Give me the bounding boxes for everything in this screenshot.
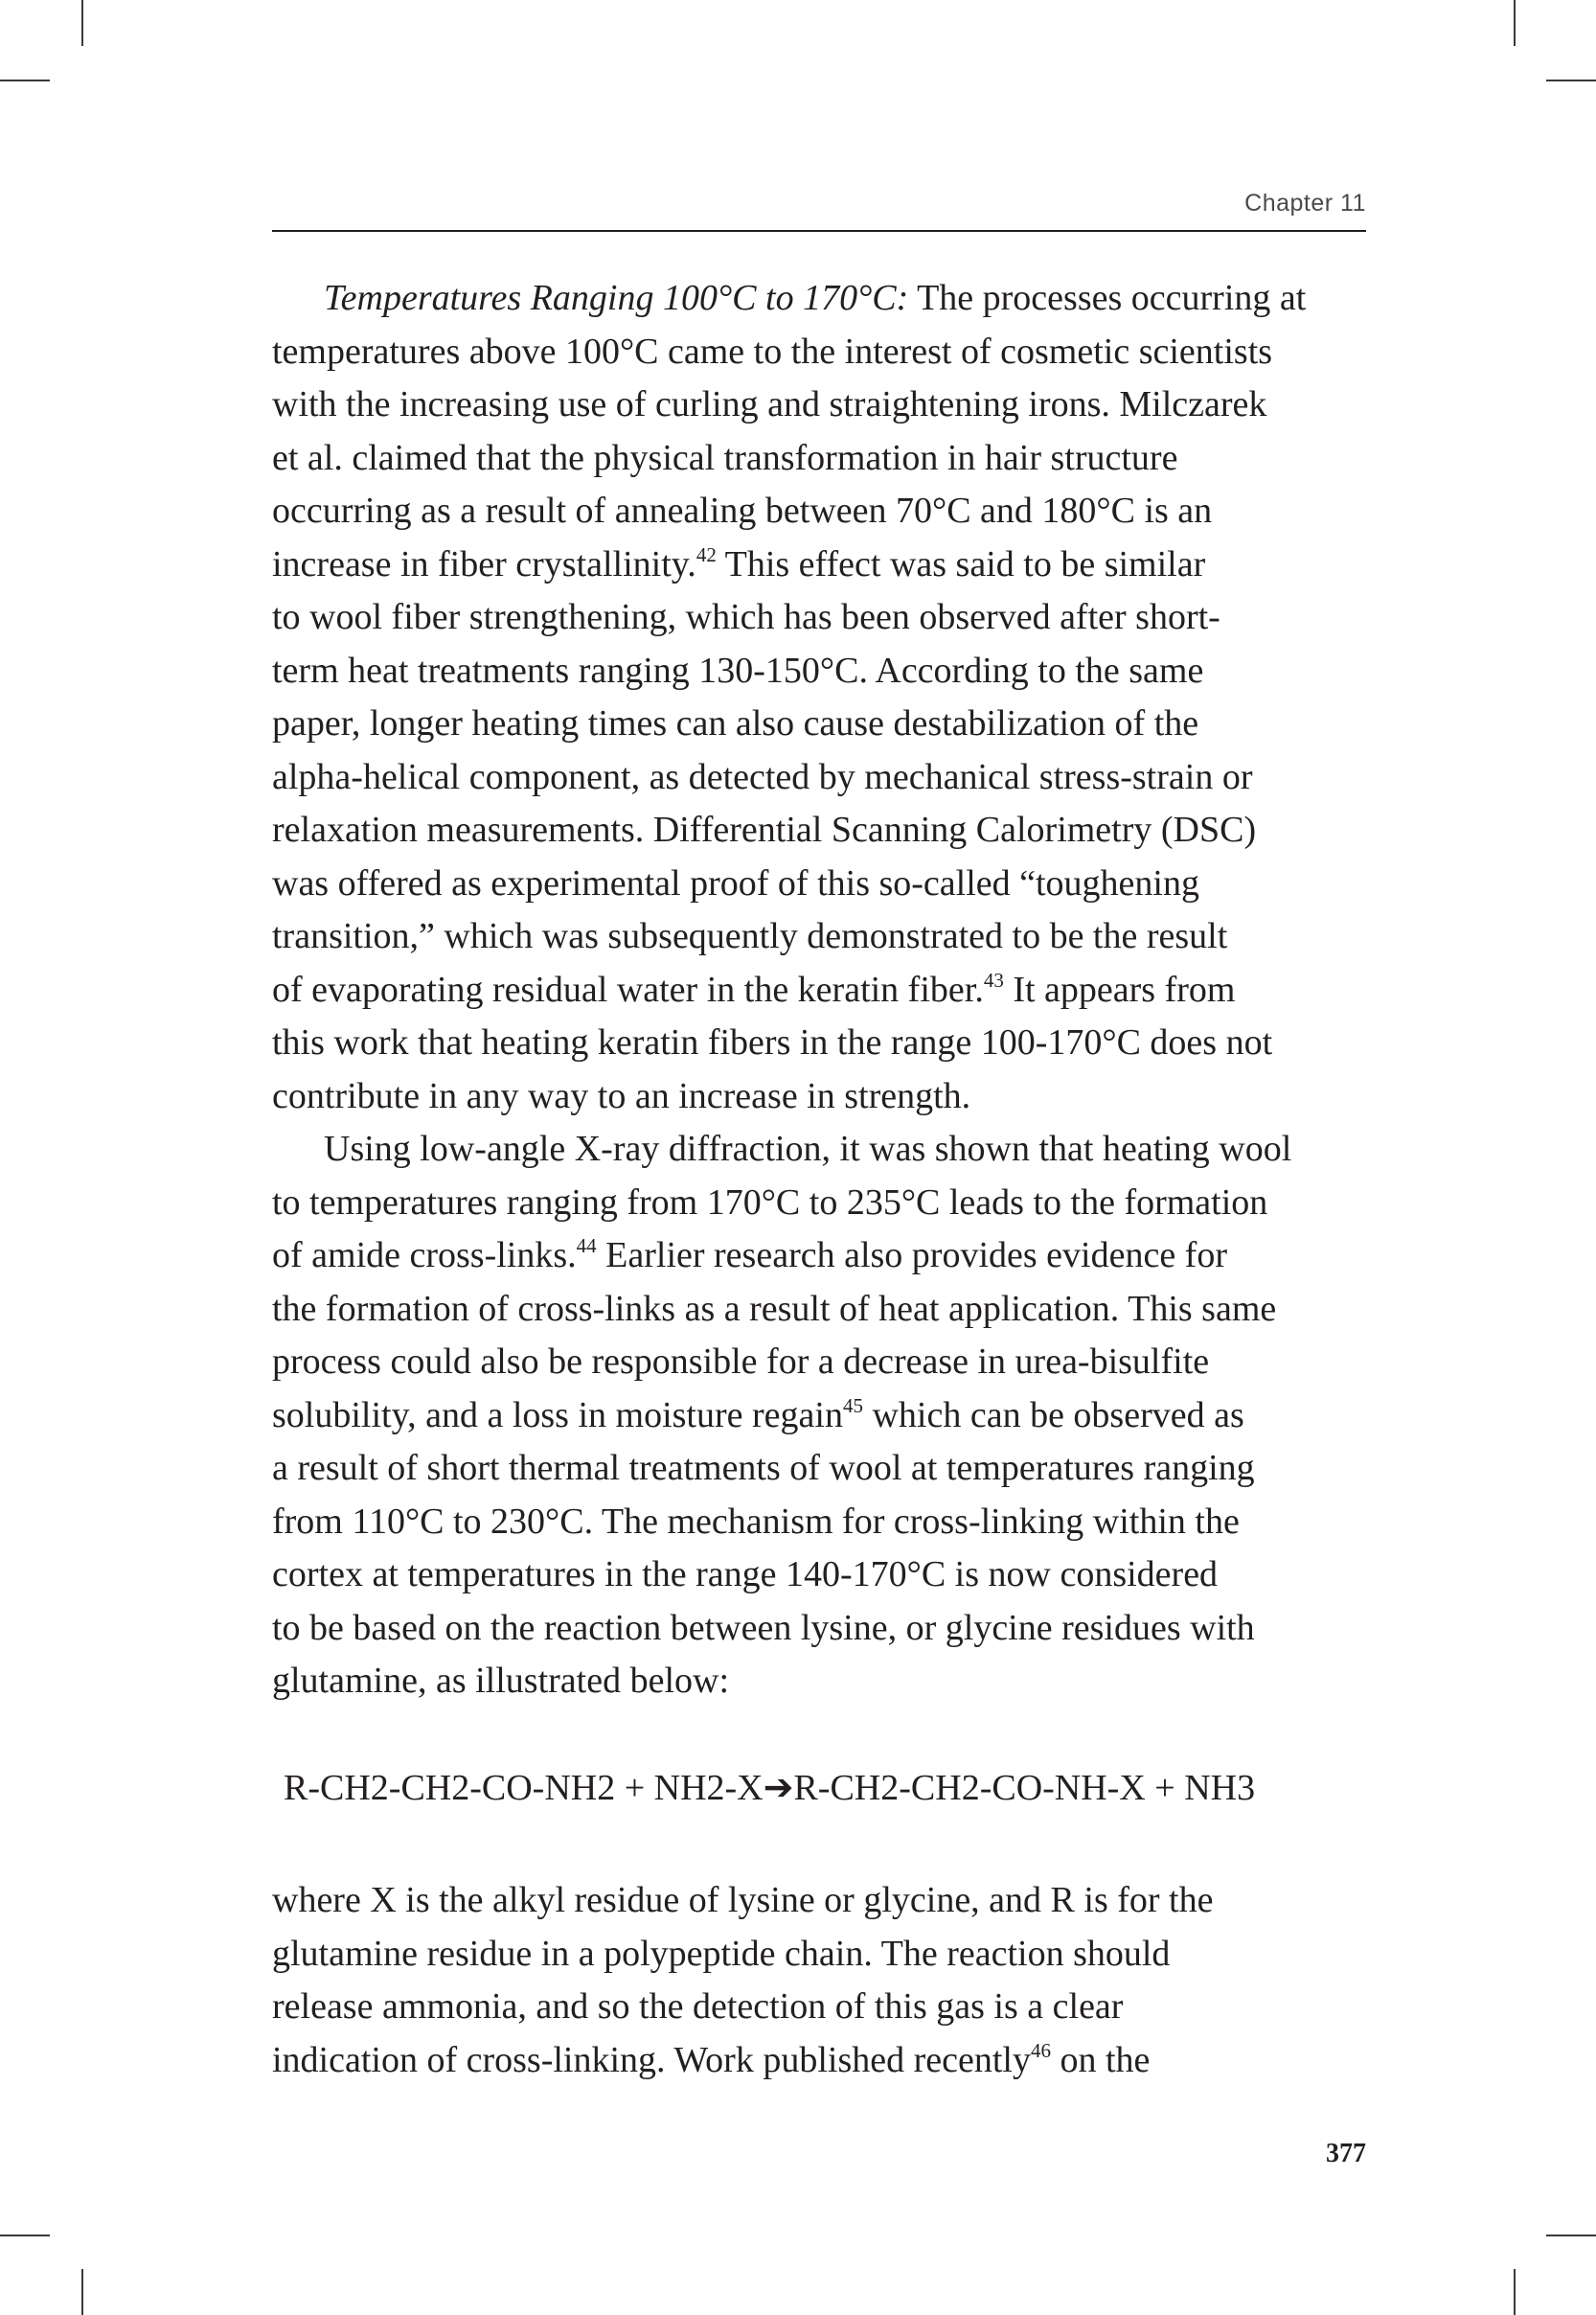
header-rule — [272, 230, 1366, 232]
text-line: contribute in any way to an increase in strength. — [272, 1075, 971, 1116]
text-line: of amide cross-links.$^{44}$ Earlier research also provides evidence for — [272, 1234, 1227, 1275]
crop-mark — [0, 2235, 50, 2236]
crop-mark — [0, 80, 50, 81]
text-line: occurring as a result of annealing between 70°C and 180°C is an — [272, 491, 1213, 531]
text-line: a result of short thermal treatments of wool at temperatures ranging — [272, 1448, 1255, 1488]
text-line: to wool fiber strengthening, which has been observed after short- — [272, 597, 1220, 637]
crop-mark — [1546, 80, 1596, 81]
footnote-ref-42[interactable]: 42 — [695, 542, 717, 566]
text-line: increase in fiber crystallinity.$^{42}$ This effect was said to be similar — [272, 542, 1206, 584]
text-line: indication of cross-linking. Work published recently$^{46}$ on the — [272, 2038, 1151, 2080]
section-lead-italic: Temperatures Ranging 100°C to 170°C: — [324, 278, 909, 318]
footnote-ref-46[interactable]: 46 — [1030, 2038, 1051, 2062]
text-line: glutamine, as illustrated below: — [272, 1661, 730, 1701]
text-line: glutamine residue in a polypeptide chain. The reaction should — [272, 1933, 1171, 1974]
crop-mark — [81, 0, 83, 46]
text-line: et al. claimed that the physical transformation in hair structure — [272, 437, 1178, 478]
crop-mark — [1546, 2235, 1596, 2236]
text-line: to be based on the reaction between lysine, or glycine residues with — [272, 1607, 1255, 1648]
text-line: term heat treatments ranging 130-150°C. According to the same — [272, 650, 1204, 691]
page-number: 377 — [1326, 2139, 1366, 2168]
reaction-equation: R-CH2-CH2-CO-NH2 + NH2-X➔R-CH2-CH2-CO-NH-X + NH3 — [284, 1768, 1256, 1808]
text-line: temperatures above 100°C came to the interest of cosmetic scientists — [272, 331, 1273, 372]
footnote-ref-43[interactable]: 43 — [983, 968, 1004, 992]
footnote-ref-45[interactable]: 45 — [842, 1393, 863, 1417]
text-line: the formation of cross-links as a result of heat application. This same — [272, 1288, 1277, 1329]
text-line: from 110°C to 230°C. The mechanism for cross-linking within the — [272, 1501, 1240, 1542]
text-line: transition,” which was subsequently demonstrated to be the result — [272, 916, 1228, 956]
text-line: of evaporating residual water in the keratin fiber.$^{43}$ It appears from — [272, 968, 1236, 1010]
text-line: process could also be responsible for a decrease in urea-bisulfite — [272, 1341, 1210, 1382]
text-line: was offered as experimental proof of this so-called “toughening — [272, 862, 1199, 904]
running-head: Chapter 11 — [1244, 190, 1366, 217]
text-line: where X is the alkyl residue of lysine or glycine, and R is for the — [272, 1880, 1214, 1920]
text-line: to temperatures ranging from 170°C to 235°C leads to the formation — [272, 1181, 1268, 1223]
text-line: paper, longer heating times can also cause destabilization of the — [272, 703, 1199, 744]
text-line: Temperatures Ranging 100°C to 170°C: The processes occurring at — [324, 278, 1307, 318]
footnote-ref-44[interactable]: 44 — [576, 1234, 597, 1257]
body-text-continued — [272, 1874, 1370, 2087]
body-text — [272, 272, 1370, 1708]
text-line: release ammonia, and so the detection of this gas is a clear — [272, 1986, 1124, 2027]
text-line: with the increasing use of curling and straightening irons. Milczarek — [272, 384, 1267, 424]
crop-mark — [1514, 2269, 1516, 2315]
text-line: Using low-angle X-ray diffraction, it was shown that heating wool — [324, 1129, 1292, 1169]
crop-mark — [81, 2269, 83, 2315]
text-line: relaxation measurements. Differential Scanning Calorimetry (DSC) — [272, 810, 1257, 850]
text-line: solubility, and a loss in moisture regain$^{45}$ which can be observed as — [272, 1393, 1244, 1435]
text-line: this work that heating keratin fibers in the range 100-170°C does not — [272, 1022, 1273, 1063]
crop-mark — [1514, 0, 1516, 46]
text-line: alpha-helical component, as detected by mechanical stress-strain or — [272, 756, 1253, 797]
text-line: cortex at temperatures in the range 140-170°C is now considered — [272, 1554, 1219, 1594]
